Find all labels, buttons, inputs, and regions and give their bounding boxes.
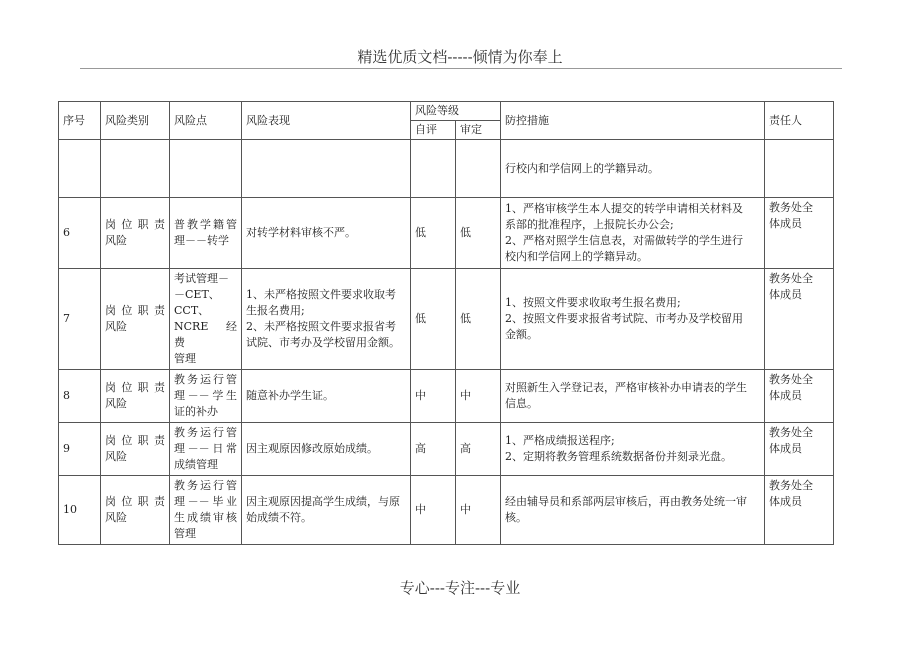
page-footer: 专心---专注---专业 xyxy=(399,579,521,597)
cell-manifestation xyxy=(242,140,411,198)
header-self: 自评 xyxy=(411,121,456,140)
header-no: 序号 xyxy=(59,102,101,140)
cell-self: 高 xyxy=(411,423,456,476)
cell-point xyxy=(170,140,242,198)
cell-self: 低 xyxy=(411,269,456,370)
cell-manifestation: 1、未严格按照文件要求收取考 生报名费用; 2、未严格按照文件要求报省考 试院、市考办及学校留用金额。 xyxy=(242,269,411,370)
cell-category: 岗 位 职 责 风险 xyxy=(101,370,170,423)
cell-measures: 行校内和学信网上的学籍异动。 xyxy=(501,140,765,198)
cell-self xyxy=(411,140,456,198)
cell-manifestation: 因主观原因提高学生成绩，与原 始成绩不符。 xyxy=(242,476,411,545)
cell-point: 教务运行管 理－－学生 证的补办 xyxy=(170,370,242,423)
cell-point: 教务运行管 理－－毕业 生成绩审核 管理 xyxy=(170,476,242,545)
cell-category xyxy=(101,140,170,198)
table-row xyxy=(59,423,834,476)
cell-review: 中 xyxy=(456,476,501,545)
table-row-continuation xyxy=(59,140,834,198)
cell-manifestation: 因主观原因修改原始成绩。 xyxy=(242,423,411,476)
cell-no: 6 xyxy=(59,198,101,269)
risk-table xyxy=(58,101,834,545)
cell-category: 岗 位 职 责 风险 xyxy=(101,476,170,545)
cell-category: 岗 位 职 责 风险 xyxy=(101,423,170,476)
cell-owner: 教务处全 体成员 xyxy=(765,423,834,476)
header-level: 风险等级 xyxy=(411,102,501,121)
cell-category: 岗 位 职 责 风险 xyxy=(101,269,170,370)
header-divider xyxy=(80,68,842,69)
cell-manifestation: 随意补办学生证。 xyxy=(242,370,411,423)
cell-no: 9 xyxy=(59,423,101,476)
header-manifestation: 风险表现 xyxy=(242,102,411,140)
cell-measures: 1、严格成绩报送程序; 2、定期将教务管理系统数据备份并刻录光盘。 xyxy=(501,423,765,476)
cell-review xyxy=(456,140,501,198)
cell-manifestation: 对转学材料审核不严。 xyxy=(242,198,411,269)
header-category: 风险类别 xyxy=(101,102,170,140)
cell-measures: 1、按照文件要求收取考生报名费用; 2、按照文件要求报省考试院、市考办及学校留用 金额。 xyxy=(501,269,765,370)
cell-review: 低 xyxy=(456,198,501,269)
cell-self: 中 xyxy=(411,370,456,423)
cell-owner: 教务处全 体成员 xyxy=(765,198,834,269)
header-owner: 责任人 xyxy=(765,102,834,140)
cell-measures: 经由辅导员和系部两层审核后，再由教务处统一审 核。 xyxy=(501,476,765,545)
table-row xyxy=(59,198,834,269)
cell-owner: 教务处全 体成员 xyxy=(765,269,834,370)
table-row xyxy=(59,370,834,423)
cell-owner: 教务处全 体成员 xyxy=(765,370,834,423)
cell-no: 8 xyxy=(59,370,101,423)
header-measures: 防控措施 xyxy=(501,102,765,140)
header-review: 审定 xyxy=(456,121,501,140)
page-header-title: 精选优质文档-----倾情为你奉上 xyxy=(357,48,563,66)
cell-self: 中 xyxy=(411,476,456,545)
cell-no: 10 xyxy=(59,476,101,545)
cell-point: 考试管理－ －CET、CCT、 NCRE 经 费 管理 xyxy=(170,269,242,370)
cell-no: 7 xyxy=(59,269,101,370)
header-point: 风险点 xyxy=(170,102,242,140)
cell-review: 高 xyxy=(456,423,501,476)
cell-review: 低 xyxy=(456,269,501,370)
cell-owner xyxy=(765,140,834,198)
cell-point: 教务运行管 理－－日常 成绩管理 xyxy=(170,423,242,476)
cell-measures: 对照新生入学登记表，严格审核补办申请表的学生 信息。 xyxy=(501,370,765,423)
cell-owner: 教务处全 体成员 xyxy=(765,476,834,545)
cell-no xyxy=(59,140,101,198)
table-row xyxy=(59,269,834,370)
cell-review: 中 xyxy=(456,370,501,423)
cell-category: 岗 位 职 责 风险 xyxy=(101,198,170,269)
cell-measures: 1、严格审核学生本人提交的转学申请相关材料及 系部的批准程序，上报院长办公会; 2、严格对照学生信息表，对需做转学的学生进行 校内和学信网上的学籍异动。 xyxy=(501,198,765,269)
cell-point: 普教学籍管 理－－转学 xyxy=(170,198,242,269)
table-row xyxy=(59,476,834,545)
cell-self: 低 xyxy=(411,198,456,269)
